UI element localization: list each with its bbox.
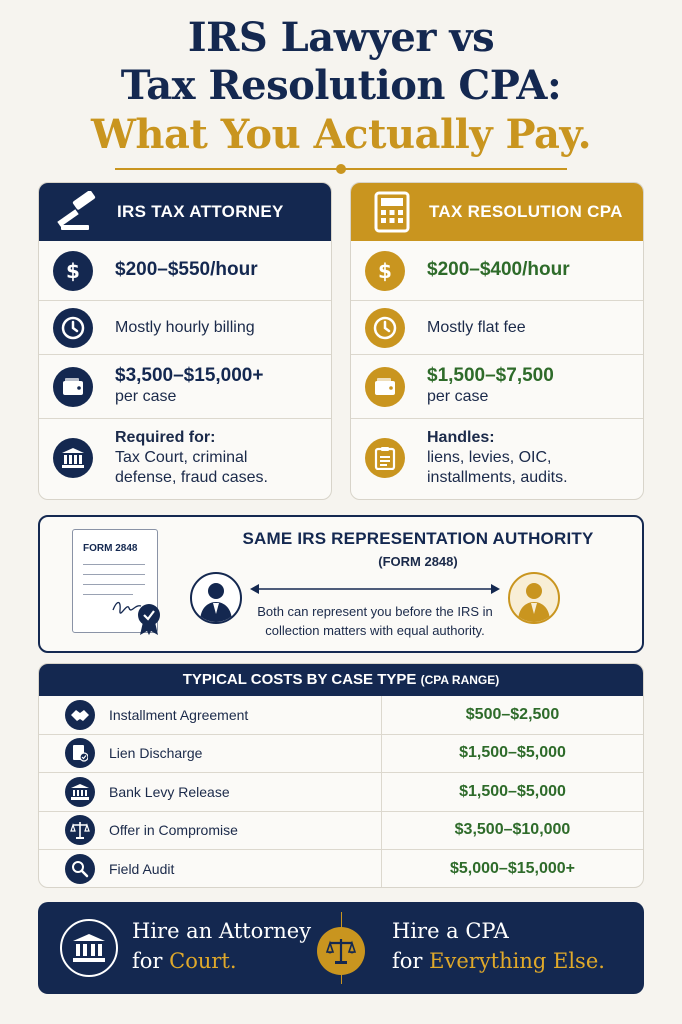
banner-attorney-highlight: Court. <box>169 949 237 973</box>
banner-cpa-line1: Hire a CPA <box>392 919 509 943</box>
attorney-rate-row <box>39 241 331 301</box>
cpa-rate-row <box>351 241 643 301</box>
attorney-card-title: IRS TAX ATTORNEY <box>117 202 284 221</box>
authority-subtitle: (FORM 2848) <box>378 554 458 569</box>
bank-icon <box>65 777 95 807</box>
case-type-range: $500–$2,500 <box>465 705 560 723</box>
seal-icon <box>135 602 163 636</box>
clock-icon <box>53 308 93 348</box>
document-check-icon <box>65 738 95 768</box>
case-type-range: $5,000–$15,000+ <box>449 860 575 878</box>
clipboard-icon <box>365 438 405 478</box>
title-divider <box>115 168 567 170</box>
page-title <box>0 14 682 160</box>
gavel-icon <box>57 189 103 235</box>
search-icon <box>65 854 95 884</box>
attorney-case-unit: per case <box>115 388 177 405</box>
case-type-label: Bank Levy Release <box>109 783 230 800</box>
cpa-case-row <box>351 355 643 419</box>
cpa-handles-label: Handles: <box>427 429 495 446</box>
authority-box <box>38 515 644 653</box>
authority-title: SAME IRS REPRESENTATION AUTHORITY <box>242 529 594 548</box>
handshake-icon <box>65 700 95 730</box>
banner-cpa-text <box>392 916 605 976</box>
banner-cpa-for: for <box>392 949 423 973</box>
wallet-icon <box>365 367 405 407</box>
dollar-icon <box>365 251 405 291</box>
case-type-label: Lien Discharge <box>109 745 203 762</box>
banner-cpa-highlight: Everything Else. <box>429 949 605 973</box>
table-row <box>39 812 643 851</box>
table-row <box>39 735 643 774</box>
attorney-required-label: Required for: <box>115 429 216 446</box>
title-line-3: What You Actually Pay. <box>90 111 591 158</box>
banner-attorney-line1: Hire an Attorney <box>132 919 312 943</box>
wallet-icon <box>53 367 93 407</box>
attorney-billing-row <box>39 301 331 355</box>
title-line-2: Tax Resolution CPA: <box>120 62 562 109</box>
cpa-billing-row <box>351 301 643 355</box>
case-type-range: $3,500–$10,000 <box>454 821 571 839</box>
attorney-billing: Mostly hourly billing <box>115 318 255 336</box>
cpa-rate: $200–$400/hour <box>427 259 570 280</box>
cpa-avatar-icon <box>508 572 560 624</box>
svg-text:$: $ <box>66 258 80 283</box>
banner-attorney-for: for <box>132 949 163 973</box>
courthouse-icon <box>53 438 93 478</box>
attorney-card-header <box>39 183 331 241</box>
scale-icon <box>65 815 95 845</box>
attorney-card <box>38 182 332 500</box>
case-type-label: Field Audit <box>109 861 175 878</box>
attorney-case-row <box>39 355 331 419</box>
costs-table <box>38 663 644 888</box>
form-label: FORM 2848 <box>83 543 138 554</box>
costs-table-title: TYPICAL COSTS BY CASE TYPE <box>182 671 417 688</box>
table-row <box>39 773 643 812</box>
cpa-handles-text: liens, levies, OIC, installments, audits. <box>427 449 568 486</box>
costs-table-note: (CPA RANGE) <box>420 673 500 687</box>
courthouse-icon <box>60 919 118 977</box>
attorney-rate: $200–$550/hour <box>115 259 258 280</box>
case-type-range: $1,500–$5,000 <box>459 782 566 800</box>
form-document-icon <box>72 529 158 633</box>
costs-table-header <box>39 664 643 696</box>
title-line-1: IRS Lawyer vs <box>187 14 495 61</box>
svg-text:$: $ <box>378 258 392 283</box>
cpa-case-unit: per case <box>427 388 489 405</box>
cpa-case-cost: $1,500–$7,500 <box>427 365 554 386</box>
cpa-handles-row <box>351 419 643 497</box>
authority-description: Both can represent you before the IRS in collection matters with equal authority. <box>257 604 493 638</box>
cpa-billing: Mostly flat fee <box>427 318 526 336</box>
bottom-banner <box>38 902 644 994</box>
case-type-label: Offer in Compromise <box>109 822 238 839</box>
scale-icon <box>317 927 365 975</box>
dollar-icon <box>53 251 93 291</box>
double-arrow-icon <box>250 583 500 595</box>
table-row <box>39 850 643 888</box>
cpa-card-header <box>351 183 643 241</box>
cpa-card-title: TAX RESOLUTION CPA <box>429 202 623 221</box>
clock-icon <box>365 308 405 348</box>
banner-attorney-text <box>132 916 311 976</box>
attorney-case-cost: $3,500–$15,000+ <box>115 365 264 386</box>
table-row <box>39 696 643 735</box>
calculator-icon <box>369 189 415 235</box>
case-type-label: Installment Agreement <box>109 706 249 723</box>
attorney-required-text: Tax Court, criminal defense, fraud cases. <box>115 449 268 486</box>
case-type-range: $1,500–$5,000 <box>459 744 566 762</box>
cpa-card <box>350 182 644 500</box>
attorney-required-row <box>39 419 331 497</box>
